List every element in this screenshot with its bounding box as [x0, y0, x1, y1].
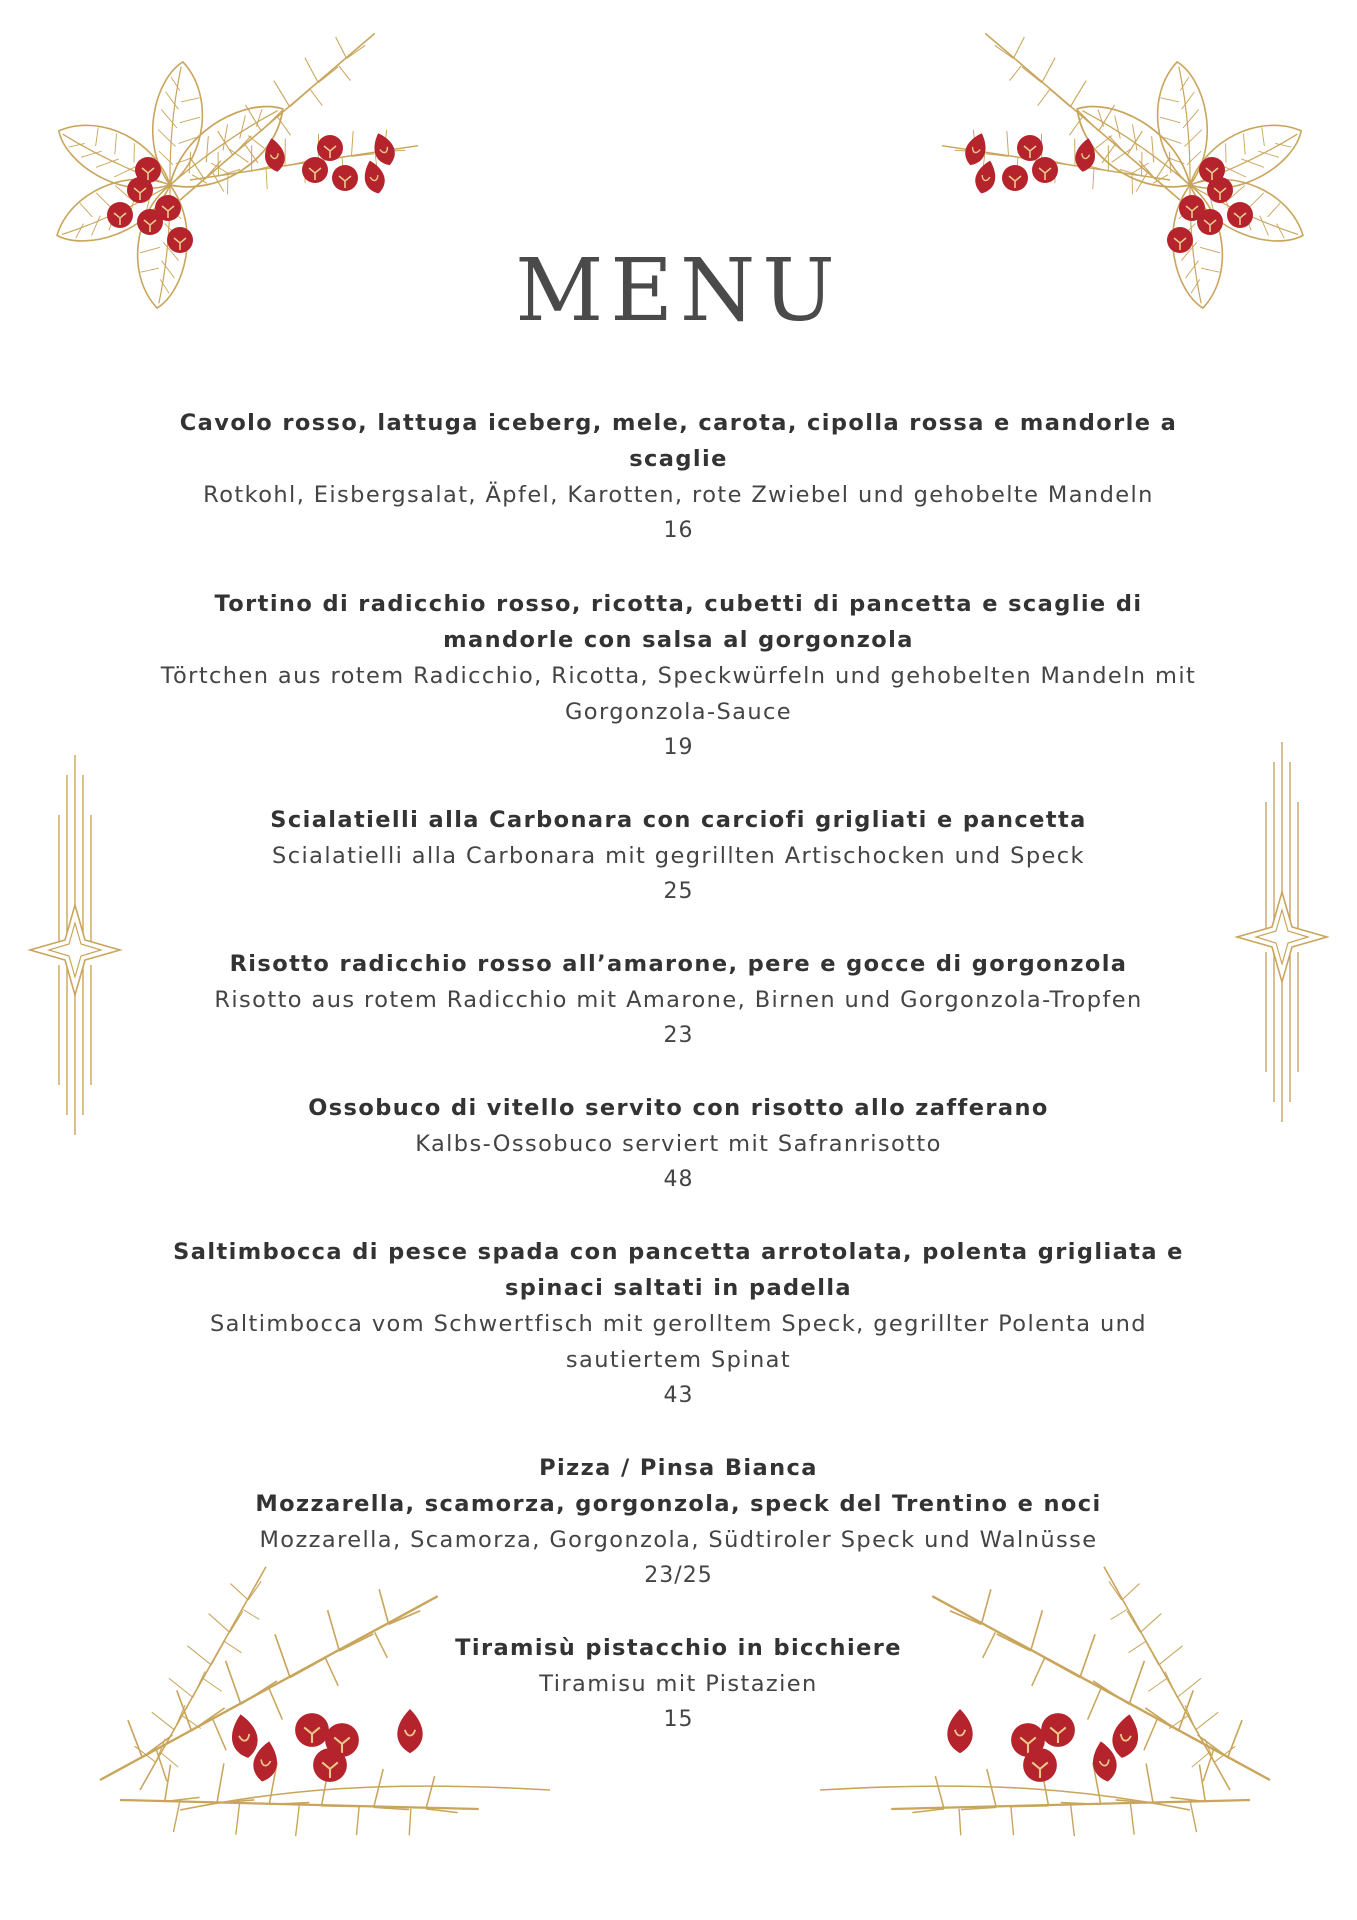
menu-item: [150, 946, 1207, 1054]
dish-name: Cavolo rosso, lattuga iceberg, mele, carota, cipolla rossa e mandorle a scaglie: [179, 410, 1178, 472]
menu-item: [150, 1630, 1207, 1738]
menu-item: [150, 586, 1207, 766]
dish-description: Risotto aus rotem Radicchio mit Amarone, Birnen und Gorgonzola-Tropfen: [214, 987, 1143, 1013]
dish-name: Risotto radicchio rosso all’amarone, pere e gocce di gorgonzola: [229, 951, 1128, 977]
dish-name: Pizza / Pinsa Bianca: [539, 1455, 818, 1481]
dish-price: 16: [663, 518, 694, 543]
art-deco-ornament-left-icon: [20, 755, 130, 1155]
dish-name: Saltimbocca di pesce spada con pancetta arrotolata, polenta grigliata e spinaci saltati in padella: [173, 1239, 1184, 1301]
dish-price: 23: [663, 1023, 694, 1048]
menu-item: [150, 1234, 1207, 1414]
dish-price: 15: [663, 1707, 694, 1732]
dish-name: Ossobuco di vitello servito con risotto allo zafferano: [308, 1095, 1049, 1121]
art-deco-ornament-right-icon: [1227, 742, 1337, 1142]
dish-price: 23/25: [644, 1563, 713, 1588]
menu-item: [150, 1450, 1207, 1594]
dish-description: Tiramisu mit Pistazien: [539, 1671, 818, 1697]
dish-description: Saltimbocca vom Schwertfisch mit gerolltem Speck, gegrillter Polenta und sautiertem Spinat: [210, 1311, 1147, 1373]
menu-title: MENU: [515, 241, 842, 341]
dish-subtitle: Mozzarella, scamorza, gorgonzola, speck del Trentino e noci: [255, 1491, 1102, 1517]
dish-description: Kalbs-Ossobuco serviert mit Safranrisotto: [415, 1131, 942, 1157]
dish-description: Mozzarella, Scamorza, Gorgonzola, Südtiroler Speck und Walnüsse: [259, 1527, 1098, 1553]
dish-description: Rotkohl, Eisbergsalat, Äpfel, Karotten, rote Zwiebel und gehobelte Mandeln: [203, 482, 1154, 508]
dish-name: Scialatielli alla Carbonara con carciofi grigliati e pancetta: [270, 807, 1087, 833]
menu-list: [150, 405, 1207, 1774]
dish-price: 43: [663, 1383, 694, 1408]
dish-description: Törtchen aus rotem Radicchio, Ricotta, Speckwürfeln und gehobelten Mandeln mit Gorgonzola-Sauce: [160, 663, 1197, 725]
dish-price: 25: [663, 879, 694, 904]
menu-item: [150, 1090, 1207, 1198]
menu-item: [150, 802, 1207, 910]
dish-price: 19: [663, 735, 694, 760]
dish-price: 48: [663, 1167, 694, 1192]
dish-name: Tortino di radicchio rosso, ricotta, cubetti di pancetta e scaglie di mandorle con salsa al gorgonzola: [214, 591, 1143, 653]
dish-description: Scialatielli alla Carbonara mit gegrillten Artischocken und Speck: [272, 843, 1085, 869]
menu-item: [150, 405, 1207, 549]
dish-name: Tiramisù pistacchio in bicchiere: [455, 1635, 902, 1661]
